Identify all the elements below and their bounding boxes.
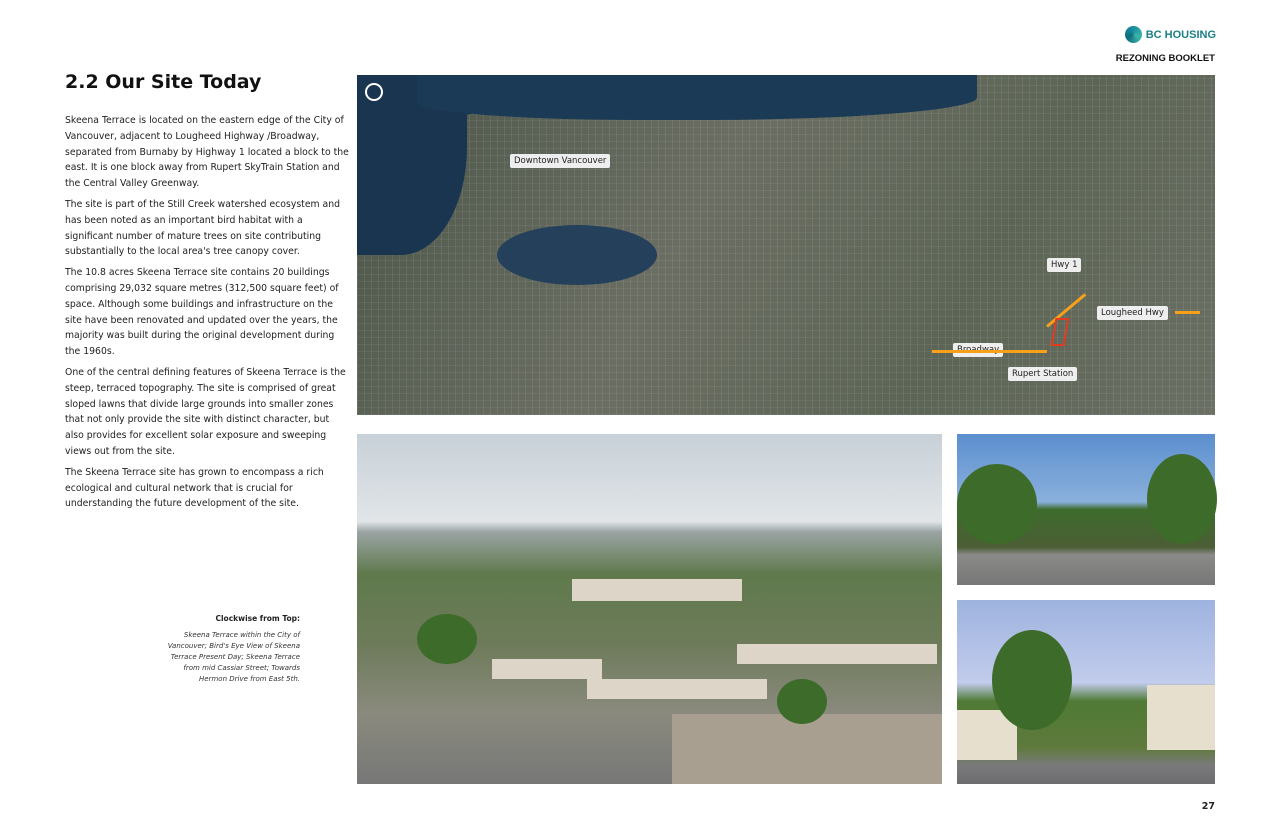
paragraph: The 10.8 acres Skeena Terrace site contains 20 buildings comprising 29,032 square metres (312,500 square feet) of space. Although some buildings and infrastructure on the site have been renovated and updated over the years, the majority was built during the original development during the 1960s.	[65, 267, 339, 358]
label-rupert: Rupert Station	[1008, 367, 1077, 381]
site-context-map	[357, 75, 1215, 415]
broadway-route	[932, 350, 1047, 353]
label-downtown: Downtown Vancouver	[510, 154, 610, 168]
label-lougheed: Lougheed Hwy	[1097, 306, 1168, 320]
label-hwy1: Hwy 1	[1047, 258, 1081, 272]
paragraph: The site is part of the Still Creek watershed ecosystem and has been noted as an important bird habitat with a significant number of mature trees on site contributing substantially to the local area's tree canopy cover.	[65, 198, 341, 258]
booklet-label: REZONING BOOKLET	[1115, 53, 1215, 64]
street-photo-hermon	[957, 600, 1215, 784]
logo-mark-icon	[1125, 26, 1142, 43]
lougheed-arrow	[1175, 311, 1200, 314]
page-number: 27	[1201, 801, 1215, 812]
water	[497, 225, 657, 285]
bc-housing-logo	[1125, 26, 1216, 43]
street-photo-cassiar	[957, 434, 1215, 585]
paragraph: One of the central defining features of Skeena Terrace is the steep, terraced topography. The site is comprised of great sloped lawns that divide large grounds into smaller zones that not only provide the site with distinct character, but also provides for excellent solar exposure and sweeping views out from the site.	[65, 366, 346, 457]
body-text	[65, 113, 350, 517]
logo-text: BC HOUSING	[1145, 28, 1216, 41]
aerial-photo	[357, 434, 942, 784]
power-icon[interactable]	[365, 83, 383, 101]
paragraph: Skeena Terrace is located on the eastern edge of the City of Vancouver, adjacent to Lougheed Highway /Broadway, separated from Burnaby by Highway 1 located a block to the east. It is one block away from Rupert SkyTrain Station and the Central Valley Greenway.	[65, 115, 349, 190]
paragraph: The Skeena Terrace site has grown to encompass a rich ecological and cultural network that is crucial for understanding the future development of the site.	[65, 466, 324, 510]
caption-title: Clockwise from Top:	[215, 614, 300, 623]
caption-text: Skeena Terrace within the City of Vancouver; Bird's Eye View of Skeena Terrace Present Day; Skeena Terrace from mid Cassiar Street; Towards Hermon Drive from East 5th.	[167, 631, 300, 683]
water	[417, 75, 977, 120]
page-title: 2.2 Our Site Today	[65, 71, 262, 93]
